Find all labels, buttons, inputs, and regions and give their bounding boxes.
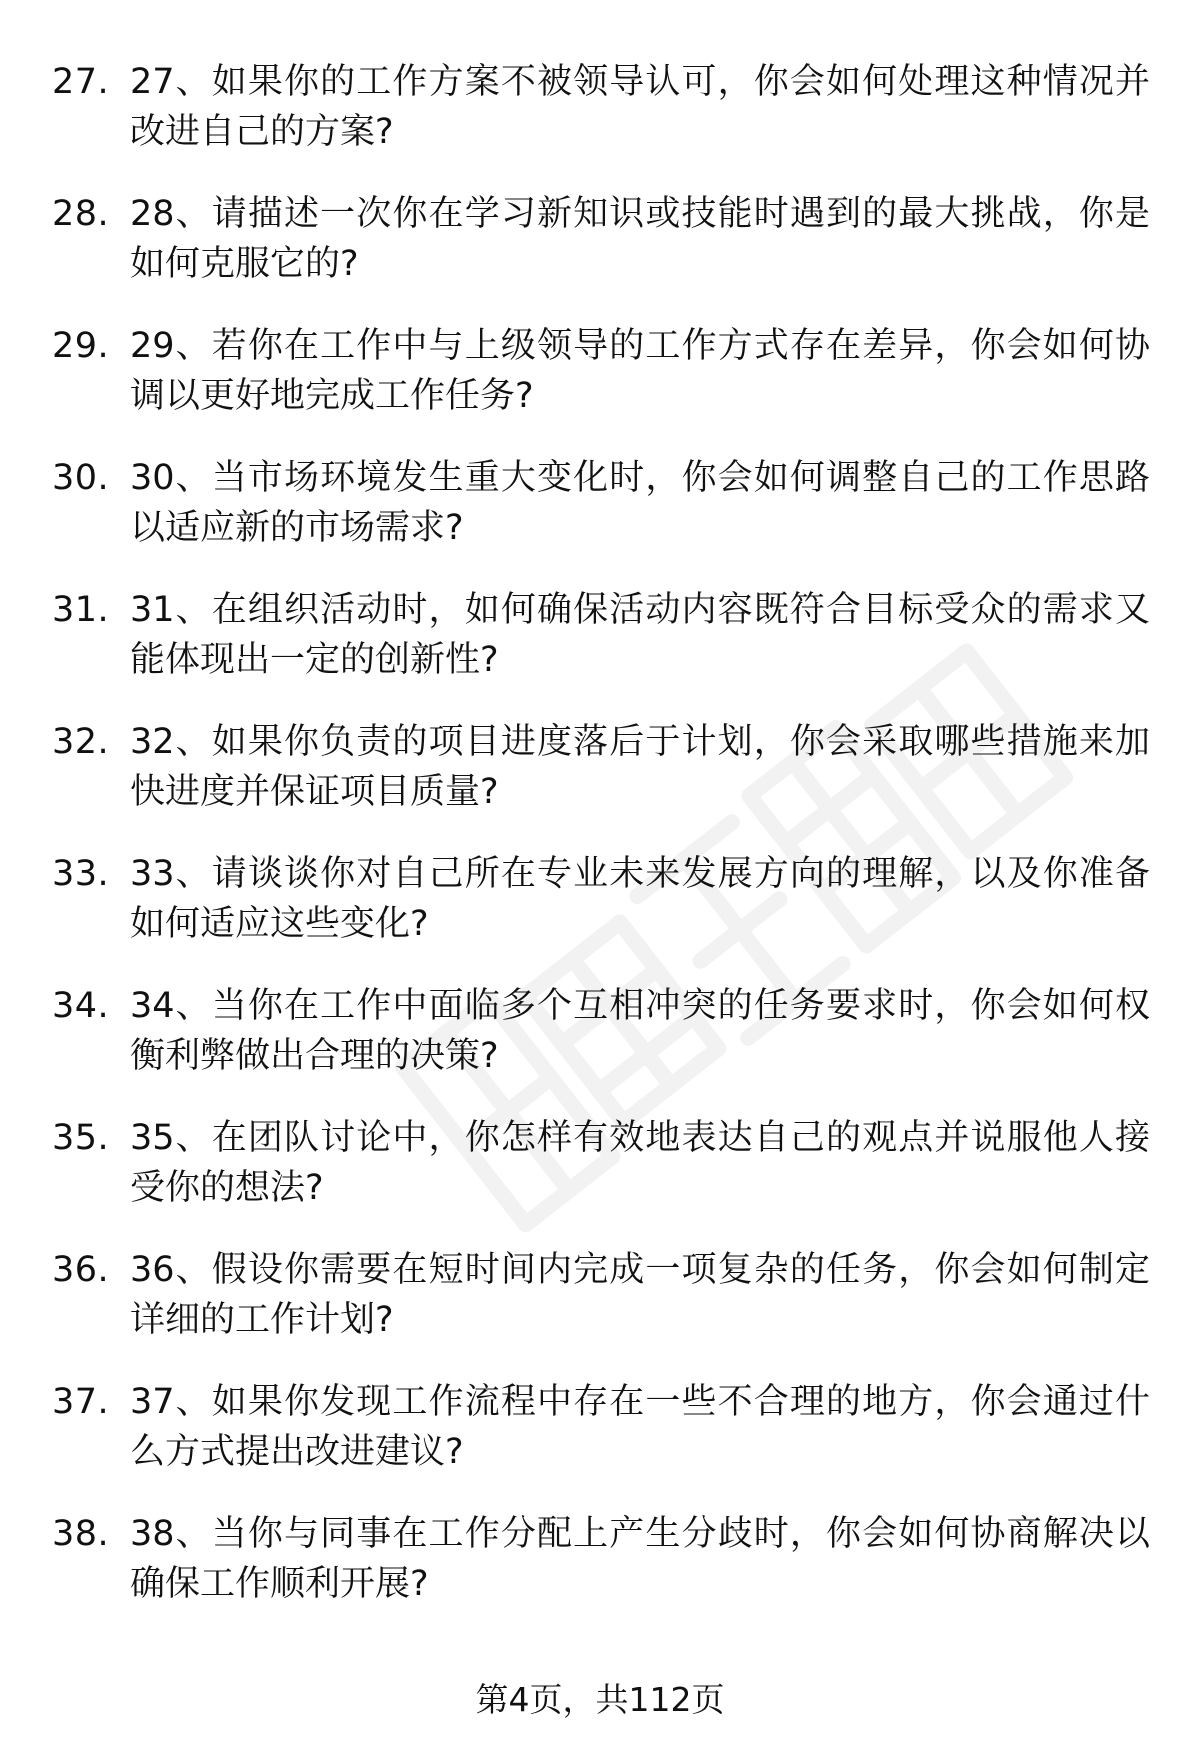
question-item-32 <box>0 717 1200 849</box>
question-text: 31、在组织活动时，如何确保活动内容既符合目标受众的需求又能体现出一定的创新性? <box>130 590 1150 680</box>
question-item-28 <box>0 189 1200 321</box>
question-number: 33. <box>52 854 110 894</box>
question-item-38 <box>0 1509 1200 1641</box>
question-item-27 <box>0 57 1200 189</box>
question-item-34 <box>0 981 1200 1113</box>
question-text: 32、如果你负责的项目进度落后于计划，你会采取哪些措施来加快进度并保证项目质量? <box>130 722 1150 812</box>
question-text: 33、请谈谈你对自己所在专业未来发展方向的理解，以及你准备如何适应这些变化? <box>130 854 1150 944</box>
question-text: 36、假设你需要在短时间内完成一项复杂的任务，你会如何制定详细的工作计划? <box>130 1250 1150 1340</box>
question-text: 27、如果你的工作方案不被领导认可，你会如何处理这种情况并改进自己的方案? <box>130 62 1150 152</box>
question-text: 28、请描述一次你在学习新知识或技能时遇到的最大挑战，你是如何克服它的? <box>130 194 1150 284</box>
question-text: 38、当你与同事在工作分配上产生分歧时，你会如何协商解决以确保工作顺利开展? <box>130 1514 1150 1604</box>
question-text: 34、当你在工作中面临多个互相冲突的任务要求时，你会如何权衡利弊做出合理的决策? <box>130 986 1150 1076</box>
question-item-37 <box>0 1377 1200 1509</box>
question-number: 34. <box>52 986 110 1026</box>
question-number: 30. <box>52 458 110 498</box>
page-footer <box>0 1678 1200 1722</box>
question-number: 38. <box>52 1514 110 1554</box>
question-number: 28. <box>52 194 110 234</box>
question-text: 35、在团队讨论中，你怎样有效地表达自己的观点并说服他人接受你的想法? <box>130 1118 1150 1208</box>
question-item-35 <box>0 1113 1200 1245</box>
question-item-33 <box>0 849 1200 981</box>
question-item-30 <box>0 453 1200 585</box>
question-text: 37、如果你发现工作流程中存在一些不合理的地方，你会通过什么方式提出改进建议? <box>130 1382 1150 1472</box>
question-item-29 <box>0 321 1200 453</box>
question-number: 35. <box>52 1118 110 1158</box>
question-number: 36. <box>52 1250 110 1290</box>
question-list <box>0 57 1200 1641</box>
question-item-36 <box>0 1245 1200 1377</box>
question-text: 29、若你在工作中与上级领导的工作方式存在差异，你会如何协调以更好地完成工作任务? <box>130 326 1150 416</box>
question-number: 31. <box>52 590 110 630</box>
question-number: 27. <box>52 62 110 102</box>
question-number: 37. <box>52 1382 110 1422</box>
question-number: 32. <box>52 722 110 762</box>
page-number-label: 第4页，共112页 <box>475 1680 725 1719</box>
question-item-31 <box>0 585 1200 717</box>
question-text: 30、当市场环境发生重大变化时，你会如何调整自己的工作思路以适应新的市场需求? <box>130 458 1150 548</box>
question-number: 29. <box>52 326 110 366</box>
